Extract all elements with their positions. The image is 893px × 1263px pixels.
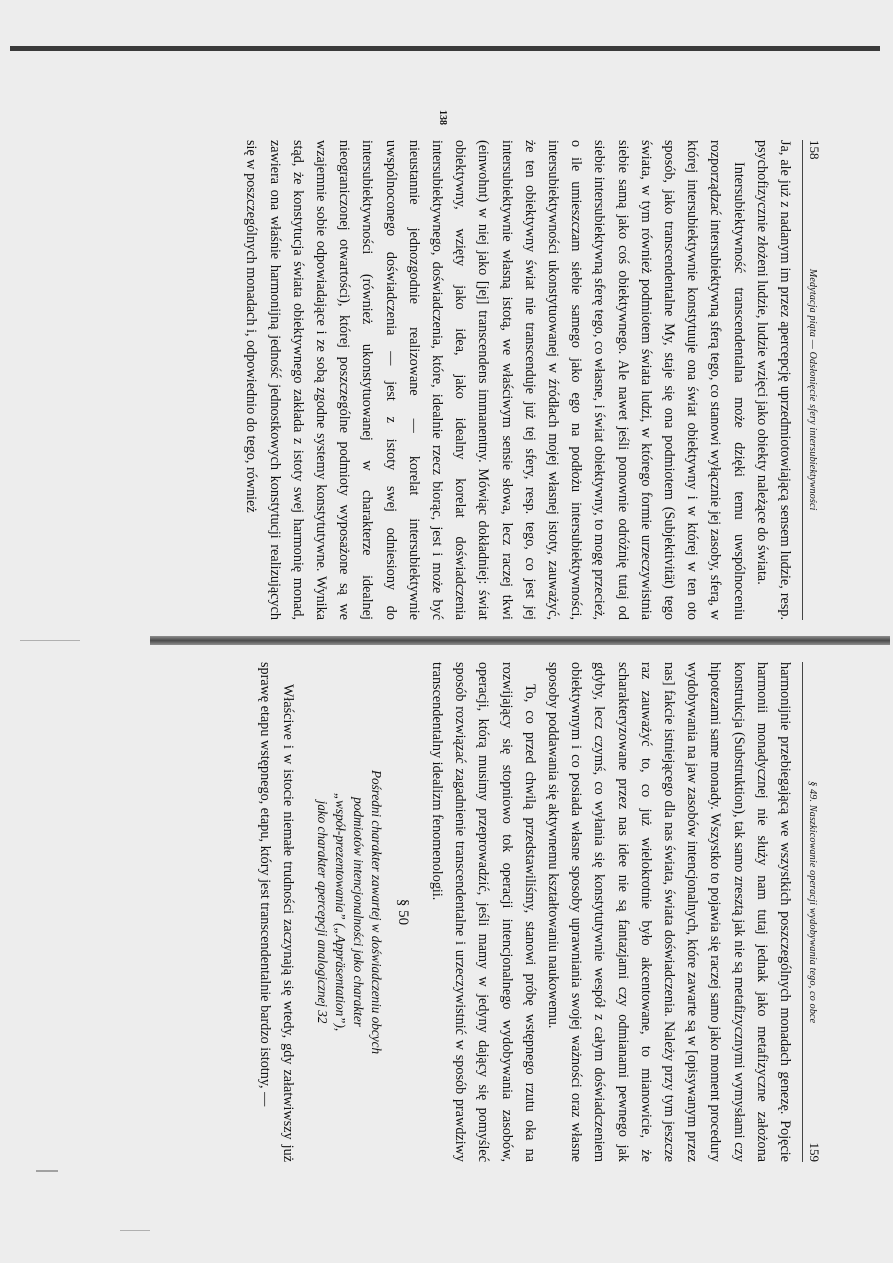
gutter-shadow [150,636,890,645]
scan-speck [36,1170,58,1172]
left-paragraph-1: Ja, ale już z nadanym im przez apercepcję uprzedmiotowiającą sensem ludzie, resp. psychofizycznie złożeni ludzie, ludzie wzięci jako obiekty należące do świata. [753,140,793,620]
right-page-header [802,662,822,1162]
scan-speck [120,1230,150,1231]
right-closing-paragraph: Właściwe i w istocie niemałe trudności zaczynają się wtedy, gdy załatwiwszy już sprawę etapu wstępnego, etapu, który jest transcendentalnie bardzo istotny, — [256,662,296,1162]
left-page [239,140,822,620]
section-title [313,662,385,1162]
right-page-number: 159 [807,1142,822,1162]
top-edge-shadow [10,46,880,51]
left-paragraph-2: Intersubiektywność transcendentalna może dzięki temu uwspólnoceniu rozporządzać intersubiektywną sferą tego, co stanowi wyłącznie jej zasoby, sferą, w której intersubiektywnie konstytuuje ona świat obiektywny i w której w ten oto sposób, jako transcendentalne My, staje się ona podmiotem (Subjektivität) tego świata, w tym również podmiotem świata ludzi, w którego formie urzeczywistnia siebie samą jako coś obiektywnego. Ale nawet jeśli ponownie odróżnię tutaj od siebie intersubiektywną sferę tego, co własne, i świat obiektywny, to mogę przecież, o ile umieszczam siebie samego jako ego na podłożu intersubiektywności, intersubiektywności ukonstytuowanej w źródłach mojej własnej istoty, zauważyć, że ten obiektywny świat nie transcenduje już tej sfery, resp. tego, co jest jej intersubiektywnie własną istotą, we właściwym sensie słowa, lecz raczej tkwi (einwohnt) w niej jako [jej] transcendens immanentny. Mówiąc dokładniej: świat obiektywny, wzięty jako idea, jako idealny korelat doświadczenia intersubiektywnego, doświadczenia, które, idealnie rzecz biorąc, jest i może być nieustannie jednozgodnie realizowane — korelat intersubiektywnie uwspólnoconego doświadczenia — jest z istoty swej odniesiony do intersubiektywności (również ukonstytuowanej w charakterze idealnej nieograniczonej otwartości), której poszczególne podmioty wyposażone są we wzajemnie sobie odpowiadające i ze sobą zgodne systemy konstytutywne. Wynika stąd, że konstytucja świata obiektywnego zakłada z istoty swej harmonię monad, zawiera ona właśnie harmonijną jedność jednostkowych konstytucji realizujących się w poszczególnych monadach i, odpowiednio do tego, również [243,140,747,620]
left-running-head: Medytacja piąta — Odsłonięcie sfery intersubiektywności [807,268,818,511]
scan-speck [20,640,80,641]
section-title-line-2: podmiotów intencjonalności jako charakter [350,797,366,1027]
section-number: § 50 [394,898,411,926]
right-paragraph-2: To, co przed chwilą przedstawiliśmy, stanowi próbę wstępnego rzutu oka na rozwijający się stopniowo tok operacji intencjonalnego wydobywania zasobów, operacji, którą musimy przeprowadzić, jeśli mamy w jedyny dający się pomyśleć sposób rozwiązać zagadnienie transcendentalne i urzeczywistnić w sposób prawdziwy transcendentalny idealizm fenomenologii. [428,662,538,1162]
section-title-line-4: jako charakter apercepcji analogicznej 32 [314,800,330,1024]
section-title-line-1: Pośredni charakter zawartej w doświadczeniu obcych [368,769,384,1055]
left-margin-number: 138 [437,110,448,125]
left-page-header [802,140,822,620]
section-title-line-3: „współ-prezentowania” („Appräsentation”), [332,792,348,1032]
right-running-head: § 49. Naszkicowanie operacji wydobywania tego, co obce [807,781,818,1024]
left-page-number: 158 [807,140,822,160]
right-page [252,662,822,1162]
right-paragraph-1: harmonijnie przebiegającą we wszystkich poszczególnych monadach genezę. Pojęcie harmonii monadycznej nie służy nam tutaj jednak jako metafizyczne założona konstrukcja (Substruktion), tak samo zresztą jak nie są metafizycznymi wymysłami czy hipotezami same monady. Wszystko to pojawia się raczej samo jako moment procedury wydobywania na jaw zasobów intencjonalnych, które zawarte są w [opisywanym przez nas] fakcie istniejącego dla nas świata, świata doświadczenia. Należy przy tym jeszcze raz zauważyć to, co już wielokrotnie było akcentowane, to mianowicie, że scharakteryzowane przez nas idee nie są fantazjami czy odmianami pewnego jak gdyby, lecz czymś, co wyłania się konstytutywnie wespół z całym doświadczeniem obiektywnym i co posiada własne sposoby uprawniania swojej ważności oraz własne sposoby poddawania się aktywnemu kształtowaniu naukowemu. [544,662,793,1162]
